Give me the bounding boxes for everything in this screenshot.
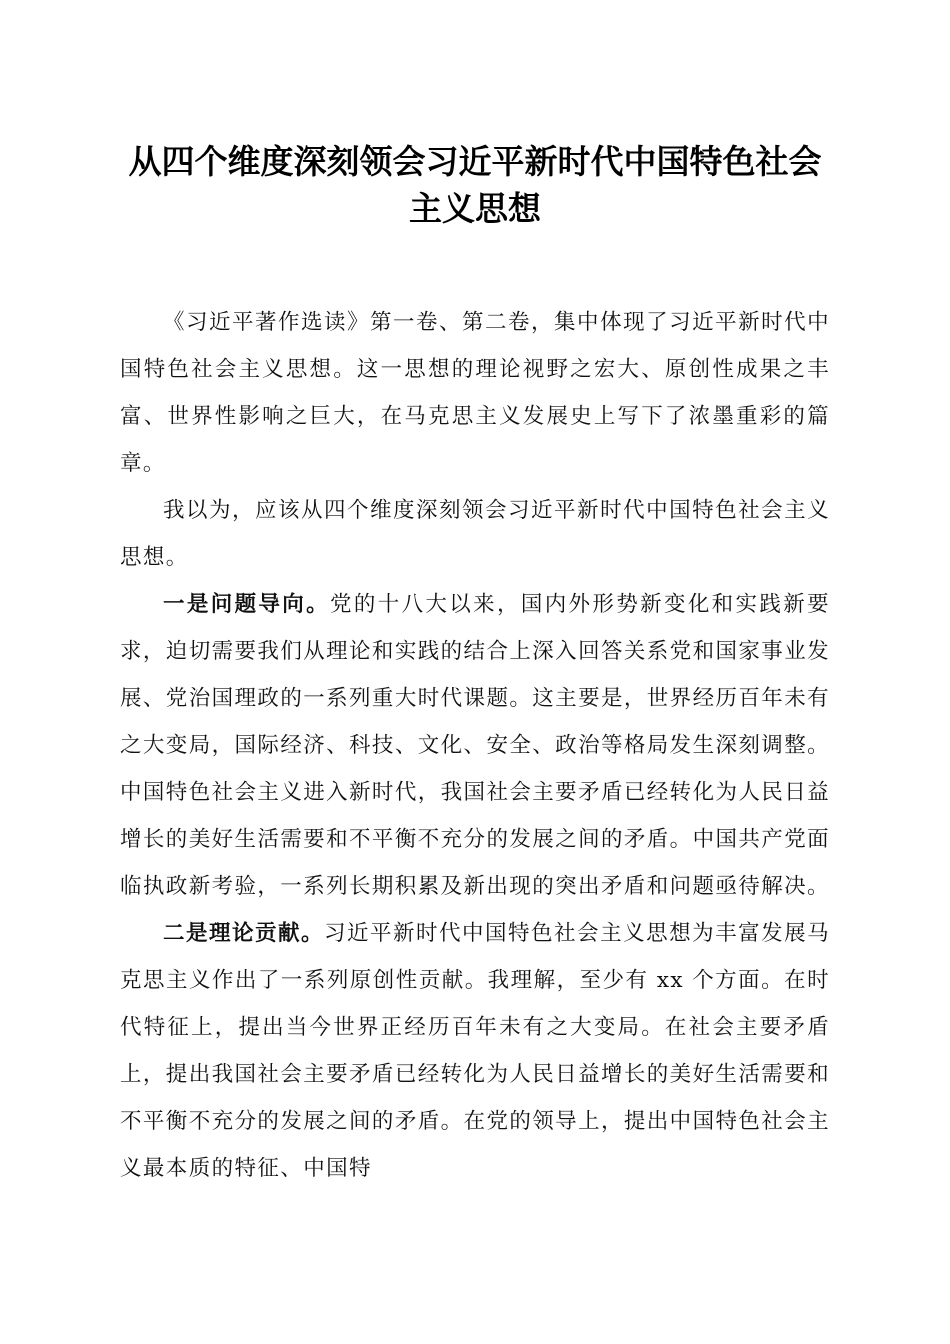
paragraph-lead: 二是理论贡献。 — [163, 921, 325, 946]
paragraph-opinion — [120, 487, 830, 581]
paragraph-text: 习近平新时代中国特色社会主义思想为丰富发展马克思主义作出了一系列原创性贡献。我理解，至少有 xx 个方面。在时代特征上，提出当今世界正经历百年未有之大变局。在社会主要矛盾上，提出我国社会主要矛盾已经转化为人民日益增长的美好生活需要和不平衡不充分的发展之间的矛盾。在党的领导上，提出中国特色社会主义最本质的特征、中国特 — [120, 921, 830, 1181]
paragraph-intro — [120, 299, 830, 487]
paragraph-text: 党的十八大以来，国内外形势新变化和实践新要求，迫切需要我们从理论和实践的结合上深入回答关系党和国家事业发展、党治国理政的一系列重大时代课题。这主要是，世界经历百年未有之大变局，国际经济、科技、文化、安全、政治等格局发生深刻调整。中国特色社会主义进入新时代，我国社会主要矛盾已经转化为人民日益增长的美好生活需要和不平衡不充分的发展之间的矛盾。中国共产党面临执政新考验，一系列长期积累及新出现的突出矛盾和问题亟待解决。 — [120, 592, 830, 899]
document-page — [120, 138, 830, 1192]
paragraph-text: 《习近平著作选读》第一卷、第二卷，集中体现了习近平新时代中国特色社会主义思想。这一思想的理论视野之宏大、原创性成果之丰富、世界性影响之巨大，在马克思主义发展史上写下了浓墨重彩的篇章。 — [120, 310, 830, 476]
paragraph-lead: 一是问题导向。 — [163, 592, 330, 617]
document-body — [120, 299, 830, 1192]
paragraph-theoretical-contribution — [120, 910, 830, 1192]
paragraph-text: 我以为，应该从四个维度深刻领会习近平新时代中国特色社会主义思想。 — [120, 498, 830, 570]
document-title: 从四个维度深刻领会习近平新时代中国特色社会主义思想 — [128, 142, 822, 228]
paragraph-problem-orientation — [120, 581, 830, 910]
